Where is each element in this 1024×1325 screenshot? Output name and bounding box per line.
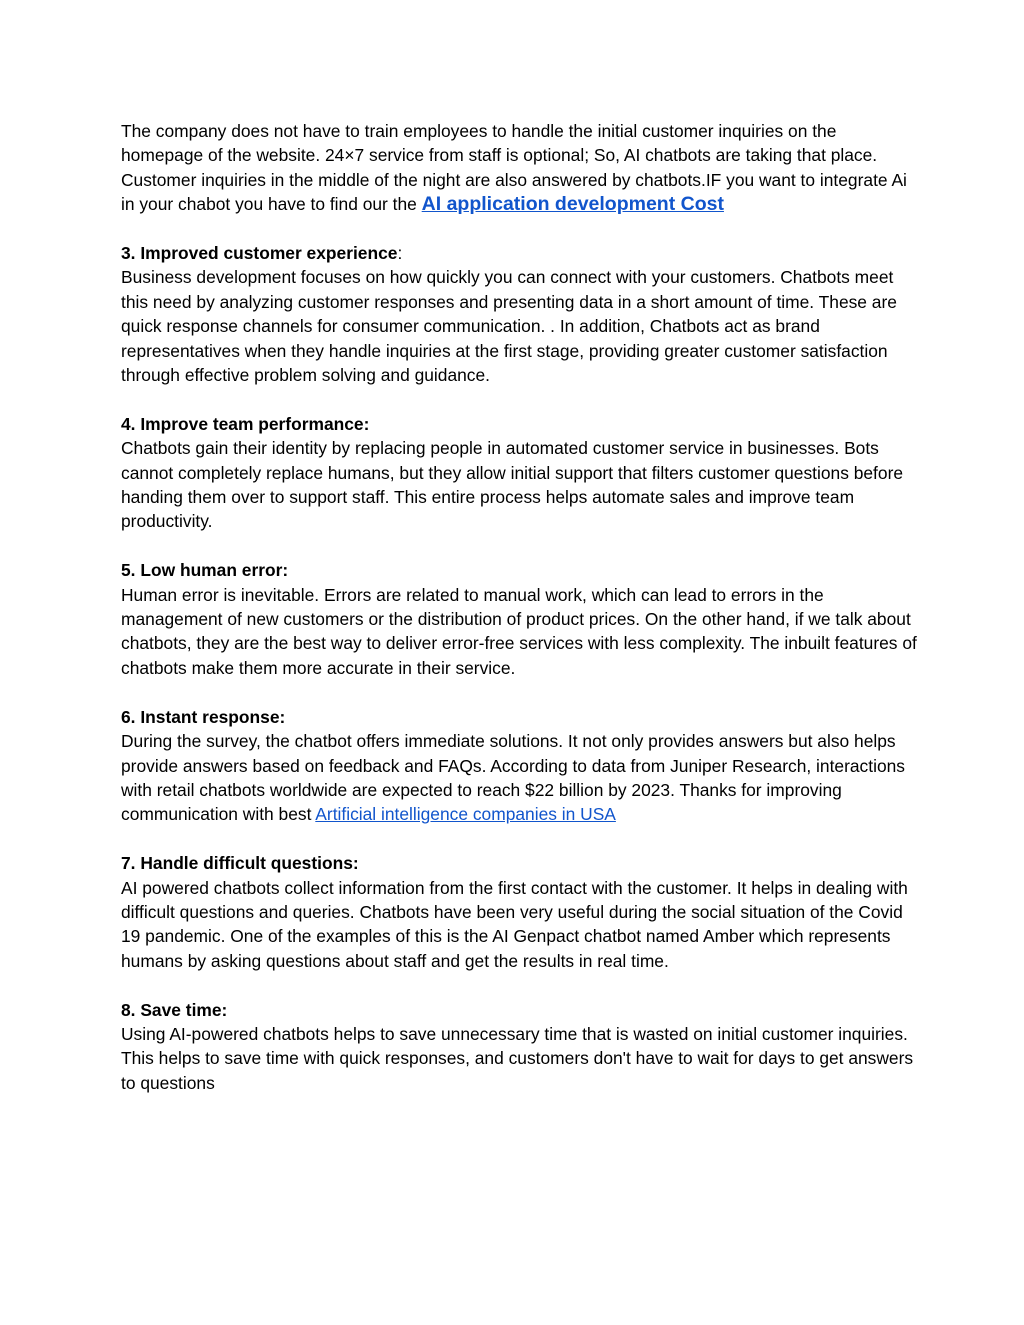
section-heading: 7. Handle difficult questions: xyxy=(121,853,359,874)
section-body: Human error is inevitable. Errors are related to manual work, which can lead to errors in the management of new customers or the distribution of product prices. On the other hand, if we talk about chatbots, they are the best way to deliver error-free services with less complexity. The inbuilt features of chatbots make them more accurate in their service. xyxy=(121,584,917,678)
section-difficult-questions xyxy=(121,851,921,973)
section-heading: 3. Improved customer experience xyxy=(121,243,398,264)
section-heading: 5. Low human error: xyxy=(121,560,289,581)
section-save-time xyxy=(121,998,921,1096)
section-heading: 4. Improve team performance: xyxy=(121,413,370,434)
intro-text-wrapper xyxy=(121,119,921,217)
section-body: During the survey, the chatbot offers immediate solutions. It not only provides answers but also helps provide answers based on feedback and FAQs. According to data from Juniper Research, interactions with retail chatbots worldwide are expected to reach $22 billion by 2023. Thanks for improving communication with best xyxy=(121,731,905,825)
section-heading: 6. Instant response: xyxy=(121,706,286,727)
section-body: Using AI-powered chatbots helps to save unnecessary time that is wasted on initial customer inquiries. This helps to save time with quick responses, and customers don't have to wait for days to get answers to questions xyxy=(121,1023,914,1093)
section-body: AI powered chatbots collect information from the first contact with the customer. It helps in dealing with difficult questions and queries. Chatbots have been very useful during the social situation of the Covid 19 pandemic. One of the examples of this is the AI Genpact chatbot named Amber which represents humans by asking questions about staff and get the results in real time. xyxy=(121,877,908,971)
section-low-human-error xyxy=(121,558,921,680)
intro-paragraph xyxy=(121,119,921,217)
section-heading-suffix: : xyxy=(397,243,403,264)
section-body-wrapper xyxy=(121,729,921,827)
section-body: Business development focuses on how quickly you can connect with your customers. Chatbots meet this need by analyzing customer responses and presenting data in a short amount of time. These are quick response channels for consumer communication. . In addition, Chatbots act as brand representatives when they handle inquiries at the first stage, providing greater customer satisfaction through effective problem solving and guidance. xyxy=(121,267,897,386)
ai-app-dev-cost-link[interactable]: AI application development Cost xyxy=(421,193,724,216)
section-heading: 8. Save time: xyxy=(121,999,228,1020)
document-page xyxy=(121,119,921,1120)
intro-text: The company does not have to train employees to handle the initial customer inquiries on the homepage of the website. 24×7 service from staff is optional; So, AI chatbots are taking that place. Customer inquiries in the middle of the night are also answered by chatbots.IF you want to integrate Ai in your chabot you have to find our the xyxy=(121,121,907,215)
section-customer-experience xyxy=(121,241,921,387)
section-heading-wrapper xyxy=(121,241,921,265)
section-instant-response xyxy=(121,705,921,827)
section-body: Chatbots gain their identity by replacing people in automated customer service in businesses. Bots cannot completely replace humans, but they allow initial support that filters customer questions before handing them over to support staff. This entire process helps automate sales and improve team productivity. xyxy=(121,438,904,532)
section-team-performance xyxy=(121,412,921,534)
ai-companies-usa-link[interactable]: Artificial intelligence companies in USA xyxy=(315,804,616,825)
